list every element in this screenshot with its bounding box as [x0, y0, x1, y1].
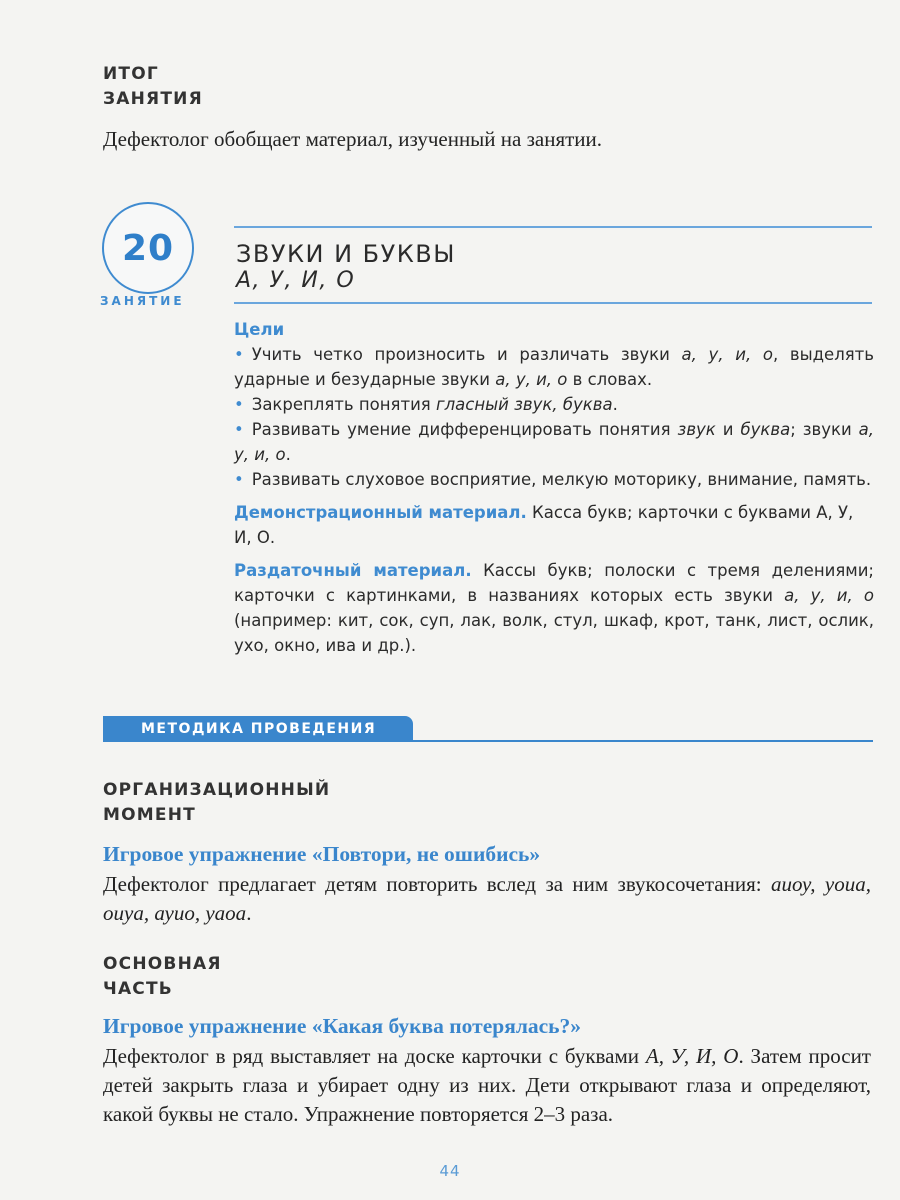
method-banner: МЕТОДИКА ПРОВЕДЕНИЯ: [103, 716, 413, 742]
exercise-italic: аиоу, уоиа, оиуа, ауио, уаоа: [103, 872, 871, 925]
goal-text: , выделять ударные и безударные звуки: [234, 345, 874, 389]
bullet-icon: •: [234, 420, 244, 439]
bullet-icon: •: [234, 470, 244, 489]
header-top-rule: [234, 226, 872, 228]
bullet-icon: •: [234, 345, 244, 364]
itog-heading-line2: ЗАНЯТИЯ: [103, 89, 203, 109]
exercise-text: Дефектолог в ряд выставляет на доске карточки с буквами: [103, 1044, 646, 1068]
goal-text: Учить четко произносить и различать звуки: [251, 345, 682, 364]
exercise-text-end: . Затем просит детей закрыть глаза и убирает одну из них. Дети открывают глаза и определяют, какой буквы не стало. Упражнение повторяется 2–3 раза.: [103, 1044, 871, 1126]
goal-text: ; звуки: [790, 420, 859, 439]
demo-material: [234, 500, 874, 550]
handout-material-text: Кассы букв; полоски с тремя делениями; карточки с картинками, в названиях которых есть звуки: [234, 561, 874, 605]
exercise-text: Дефектолог предлагает детям повторить вслед за ним звукосочетания:: [103, 872, 771, 896]
header-bottom-rule: [234, 302, 872, 304]
lesson-number-badge: 20: [102, 202, 194, 294]
exercise-italic: А, У, И, О: [645, 1044, 739, 1068]
goal-italic: а, у, и, о: [681, 345, 773, 364]
itog-heading: [103, 62, 403, 112]
goals-block: [234, 317, 874, 658]
org-heading: [103, 778, 403, 828]
goal-text: Закреплять понятия: [251, 395, 436, 414]
main-heading-line1: ОСНОВНАЯ: [103, 954, 222, 974]
topic-title: ЗВУКИ И БУКВЫ: [236, 240, 456, 268]
goal-italic: буква: [740, 420, 791, 439]
handout-material-text-end: (например: кит, сок, суп, лак, волк, стул, шкаф, крот, танк, лист, ослик, ухо, окно, ива и др.).: [234, 611, 874, 655]
demo-material-label: Демонстрационный материал.: [234, 503, 527, 522]
demo-material-text: Касса букв; карточки с буквами А, У, И, О.: [234, 503, 854, 547]
exercise-text-1: [103, 870, 871, 928]
exercise-title-1: Игровое упражнение «Повтори, не ошибись»: [103, 842, 541, 866]
goal-text: .: [612, 395, 618, 414]
handout-material-italic: а, у, и, о: [784, 586, 875, 605]
org-heading-line2: МОМЕНТ: [103, 805, 196, 825]
goal-item-4: [234, 467, 874, 492]
goal-item-3: [234, 417, 874, 467]
handout-material: [234, 558, 874, 658]
lesson-label: ЗАНЯТИЕ: [100, 294, 185, 308]
topic-letters: А, У, И, О: [236, 268, 356, 293]
goal-italic: гласный звук, буква: [435, 395, 613, 414]
main-heading: [103, 952, 403, 1002]
goal-text: Развивать слуховое восприятие, мелкую моторику, внимание, память.: [251, 470, 872, 489]
goal-italic: а, у, и, о: [495, 370, 568, 389]
exercise-text-2: [103, 1042, 871, 1129]
main-heading-line2: ЧАСТЬ: [103, 979, 173, 999]
itog-text: Дефектолог обобщает материал, изученный на занятии.: [103, 127, 603, 151]
bullet-icon: •: [234, 395, 244, 414]
exercise-title-2: Игровое упражнение «Какая буква потерялась?»: [103, 1014, 582, 1038]
method-rule: [103, 740, 873, 742]
org-heading-line1: ОРГАНИЗАЦИОННЫЙ: [103, 780, 331, 800]
itog-heading-line1: ИТОГ: [103, 64, 159, 84]
goal-text: .: [285, 445, 291, 464]
goal-text: в словах.: [567, 370, 653, 389]
handout-material-label: Раздаточный материал.: [234, 561, 472, 580]
goal-italic: а, у, и, о: [234, 420, 874, 464]
goal-item-1: [234, 342, 874, 392]
exercise-text-end: .: [246, 901, 252, 925]
goal-text: и: [715, 420, 741, 439]
goals-label: Цели: [234, 320, 285, 339]
goal-text: Развивать умение дифференцировать понятия: [251, 420, 678, 439]
page-number: 44: [439, 1162, 461, 1180]
goal-italic: звук: [677, 420, 716, 439]
goal-item-2: [234, 392, 874, 417]
